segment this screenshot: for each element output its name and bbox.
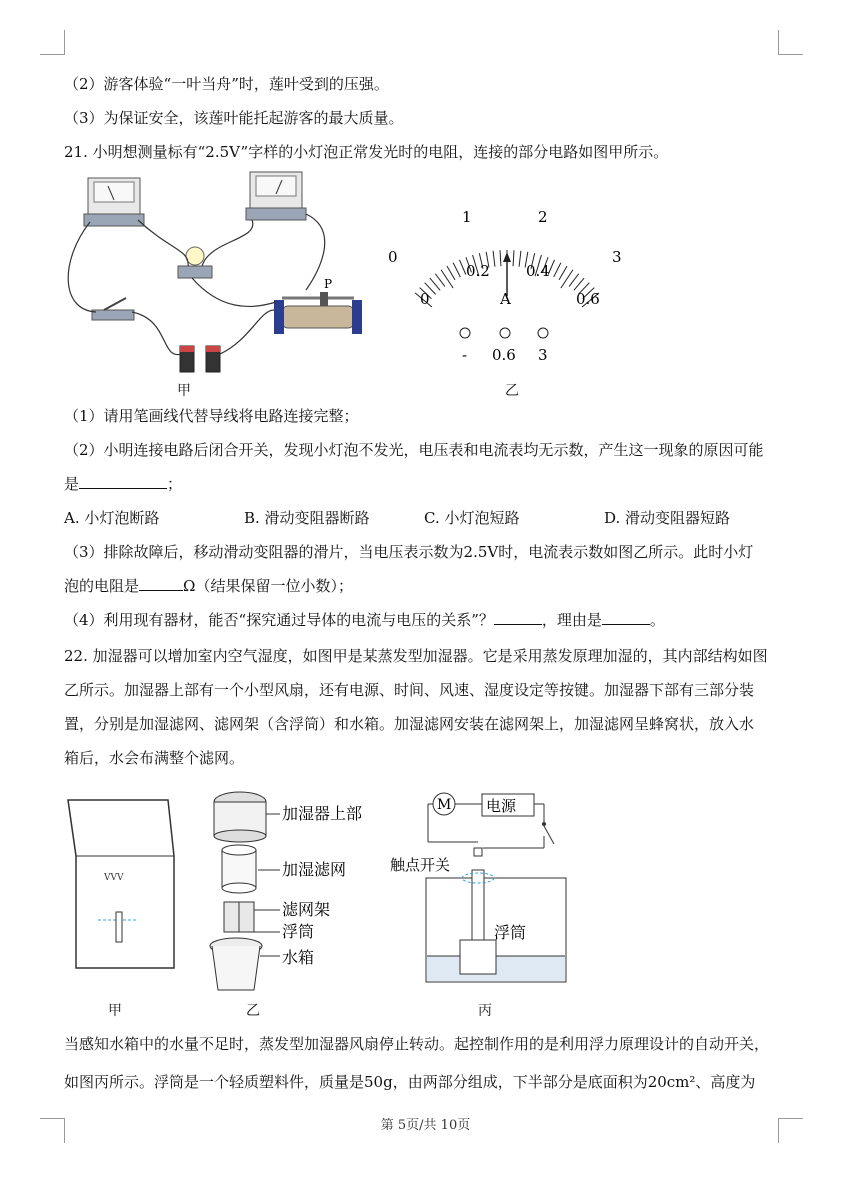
answer-blank-4a[interactable]: [494, 610, 542, 625]
answer-blank-4b[interactable]: [602, 610, 650, 625]
q22-body-line2: 如图丙所示。浮筒是一个轻质塑料件，质量是50g，由两部分组成，下半部分是底面积为20cm²、高度为: [64, 1073, 756, 1091]
motor-label: M: [437, 797, 452, 813]
q21-part4: [64, 610, 781, 630]
fig22-label-jia: 甲: [108, 1003, 122, 1019]
part-float: 浮筒: [282, 922, 315, 941]
dial-tick: [554, 263, 561, 277]
option-a[interactable]: A. 小灯泡断路: [64, 509, 160, 527]
corner-mark-top-left: [40, 30, 65, 55]
q21-part3-line1: （3）排除故障后，移动滑动变阻器的滑片，当电压表示数为2.5V时，电流表示数如图乙所示。此时小灯: [64, 543, 754, 561]
fig22-label-bing: 丙: [478, 1003, 492, 1019]
q22-stem-line3: 置，分别是加湿滤网、滤网架（含浮筒）和水箱。加湿滤网安装在滤网架上，加湿滤网呈蜂窝状，放入水: [64, 715, 755, 733]
corner-mark-top-right: [778, 30, 803, 55]
fig21-label-jia: 甲: [177, 383, 191, 399]
dial-bottom-1: 0.2: [466, 262, 490, 280]
dial-top-3: 3: [612, 248, 622, 266]
rheostat-label: P: [324, 277, 333, 291]
dial-tick: [441, 270, 453, 288]
option-d[interactable]: D. 滑动变阻器短路: [604, 509, 731, 527]
q21-part1: （1）请用笔画线代替导线将电路连接完整；: [64, 407, 359, 425]
dial-top-2: 2: [538, 208, 548, 226]
ammeter-device: [84, 178, 144, 226]
answer-blank-3[interactable]: [139, 576, 183, 591]
q21-part4-prefix: （4）利用现有器材，能否“探究通过导体的电流与电压的关系”？: [64, 611, 494, 629]
q20-part3: （3）为保证安全，该莲叶能托起游客的最大质量。: [64, 109, 404, 127]
option-c[interactable]: C. 小灯泡短路: [424, 509, 520, 527]
dial-tick: [561, 270, 573, 288]
part-rack: 滤网架: [282, 900, 331, 919]
part-filter: 加湿滤网: [282, 860, 347, 879]
page-footer: 第 5页/共 10页: [380, 1118, 471, 1133]
dial-tick: [500, 250, 501, 266]
answer-blank-2[interactable]: [79, 474, 167, 489]
q21-part3-line2: [64, 576, 781, 596]
humidifier-figure-jia: [64, 796, 184, 972]
rheostat-device: [274, 292, 362, 334]
ammeter-dial-yi: [380, 200, 640, 370]
dial-top-1: 1: [462, 208, 472, 226]
dial-tick: [435, 274, 445, 287]
q21-part4-suffix: 。: [649, 611, 665, 629]
circuit-figure-jia: [60, 170, 370, 380]
terminal-06: 0.6: [492, 346, 516, 364]
fig21-label-yi: 乙: [505, 383, 519, 399]
part-top: 加湿器上部: [282, 804, 363, 823]
float-label: 浮筒: [494, 923, 527, 942]
dial-tick: [453, 263, 460, 277]
q21-part2-suffix: ；: [167, 475, 183, 493]
voltmeter-device: [246, 172, 306, 220]
float-switch-figure-bing: [388, 788, 588, 988]
fig22-label-yi: 乙: [246, 1003, 260, 1019]
part-tank: 水箱: [282, 948, 315, 967]
q22-body-line1: 当感知水箱中的水量不足时，蒸发型加湿器风扇停止转动。起控制作用的是利用浮力原理设计的自动开关，: [64, 1035, 770, 1053]
battery-device: [180, 346, 220, 372]
q21-part4-mid: ，理由是: [541, 611, 602, 629]
dial-tick: [559, 266, 567, 280]
q22-stem-line2: 乙所示。加湿器上部有一个小型风扇，还有电源、时间、风速、湿度设定等按键。加湿器下部有三部分装: [64, 681, 755, 699]
q21-part3-suffix: Ω（结果保留一位小数）；: [183, 577, 353, 595]
dial-bottom-2: 0.4: [526, 262, 550, 280]
q21-part2-prefix: 是: [64, 475, 80, 493]
dial-tick: [430, 278, 440, 290]
option-b[interactable]: B. 滑动变阻器断路: [244, 509, 370, 527]
dial-unit: A: [500, 290, 511, 308]
dial-tick: [447, 266, 455, 280]
power-label: 电源: [486, 797, 517, 815]
q20-part2: （2）游客体验“一叶当舟”时，莲叶受到的压强。: [64, 75, 389, 93]
humidifier-figure-yi: [200, 786, 380, 996]
svg-text:VVV: VVV: [104, 873, 124, 883]
q21-part2-line1: （2）小明连接电路后闭合开关，发现小灯泡不发光，电压表和电流表均无示数，产生这一现象的原因可能: [64, 441, 764, 459]
q21-part2-line2: [64, 474, 781, 494]
switch-label: 触点开关: [390, 856, 451, 874]
terminal-minus: -: [462, 346, 468, 364]
dial-tick: [493, 251, 495, 267]
q21-options: [64, 508, 781, 528]
dial-bottom-0: 0: [420, 290, 430, 308]
q22-stem-line1: 22. 加湿器可以增加室内空气湿度，如图甲是某蒸发型加湿器。它是采用蒸发原理加湿的，其内部结构如图: [64, 647, 768, 665]
dial-tick: [513, 250, 514, 266]
q21-part3-prefix: 泡的电阻是: [64, 577, 140, 595]
q21-stem: 21. 小明想测量标有“2.5V”字样的小灯泡正常发光时的电阻，连接的部分电路如图甲所示。: [64, 143, 669, 161]
dial-tick: [569, 274, 579, 287]
q22-stem-line4: 箱后，水会布满整个滤网。: [64, 749, 245, 767]
dial-bottom-3: 0.6: [576, 290, 600, 308]
dial-top-0: 0: [388, 248, 398, 266]
terminal-3: 3: [538, 346, 548, 364]
dial-tick: [574, 278, 584, 290]
bulb-device: [178, 247, 212, 278]
dial-tick: [459, 260, 465, 275]
dial-tick: [519, 251, 521, 267]
switch-device: [92, 298, 134, 320]
